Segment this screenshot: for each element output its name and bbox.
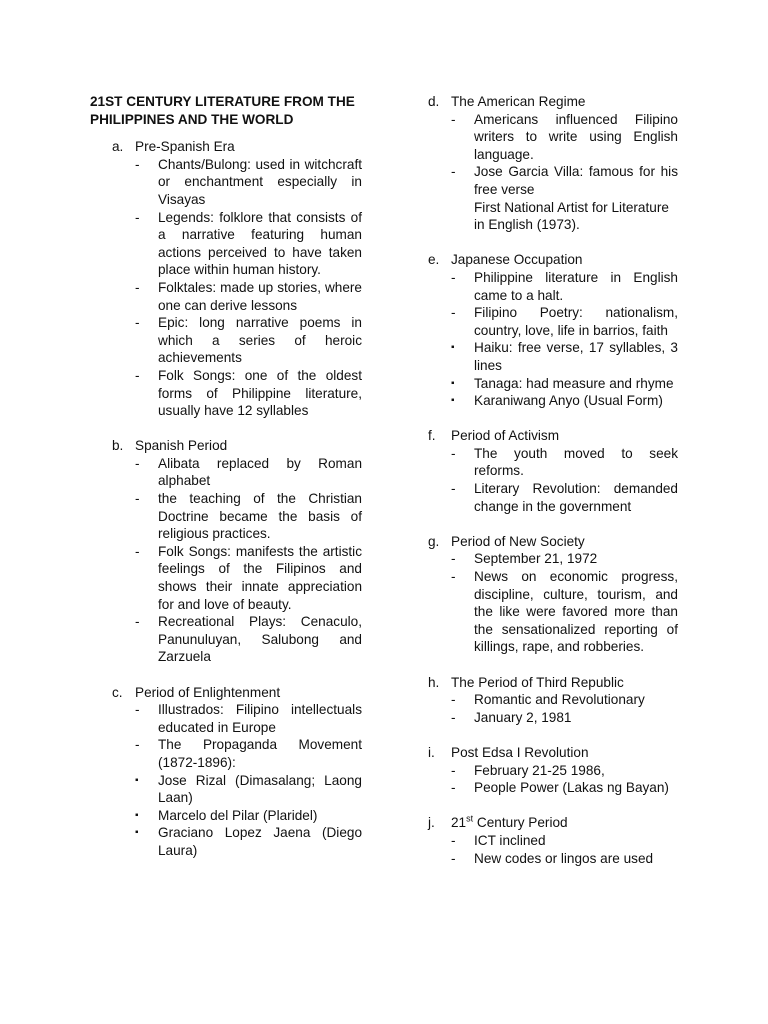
item-text-main: Tanaga: had measure and rhyme	[474, 375, 674, 391]
item-list	[112, 156, 362, 420]
list-item	[135, 613, 362, 666]
dash-marker: -	[451, 832, 456, 848]
item-text	[158, 314, 362, 367]
item-text-main: The youth moved to seek reforms.	[474, 445, 678, 479]
item-text	[158, 543, 362, 613]
list-item	[135, 543, 362, 613]
section-h	[428, 674, 678, 727]
list-item	[135, 807, 362, 825]
right-column	[428, 93, 678, 885]
dash-marker: -	[135, 491, 140, 507]
item-text	[158, 455, 362, 490]
item-text	[158, 701, 362, 736]
section-heading	[428, 674, 678, 692]
section-heading	[428, 814, 678, 832]
item-text-main: Legends: folklore that consists of a narrative featuring human actions perceived to have taken place within human history.	[158, 209, 362, 278]
item-text-main: Marcelo del Pilar (Plaridel)	[158, 807, 318, 823]
list-item	[451, 691, 678, 709]
dash-marker: -	[135, 455, 140, 471]
item-text-main: Jose Garcia Villa: famous for his free verse	[474, 164, 678, 197]
dash-marker: -	[135, 209, 140, 225]
section-heading	[112, 684, 362, 702]
section-letter: e.	[428, 252, 440, 268]
item-list	[428, 269, 678, 410]
heading-ordinal-suffix: st	[466, 813, 474, 824]
item-text	[158, 736, 362, 771]
section-c	[90, 684, 362, 860]
item-text-main: Romantic and Revolutionary	[474, 692, 645, 708]
section-b	[90, 437, 362, 666]
item-list	[428, 445, 678, 515]
section-title: Period of Enlightenment	[135, 684, 281, 700]
dash-marker: -	[451, 709, 456, 725]
item-text	[474, 339, 678, 374]
section-heading	[112, 138, 362, 156]
heading-number: 21	[451, 815, 467, 831]
item-list	[428, 762, 678, 797]
section-heading	[428, 427, 678, 445]
section-letter: g.	[428, 533, 440, 549]
item-text-main: New codes or lingos are used	[474, 850, 654, 866]
item-text-main: Alibata replaced by Roman alphabet	[158, 455, 362, 489]
list-item	[451, 832, 678, 850]
item-text-main: Epic: long narrative poems in which a series of heroic achievements	[158, 315, 362, 366]
section-j	[428, 814, 678, 867]
section-g	[428, 533, 678, 656]
item-text	[158, 824, 362, 859]
section-title: Period of Activism	[451, 428, 560, 444]
square-bullet-icon: ▪	[135, 809, 139, 821]
dash-marker: -	[135, 367, 140, 383]
item-text	[474, 392, 678, 410]
list-item	[451, 709, 678, 727]
section-letter: h.	[428, 674, 440, 690]
item-text	[474, 779, 678, 797]
item-text	[158, 772, 362, 807]
list-item	[135, 279, 362, 314]
section-title: Japanese Occupation	[451, 252, 583, 268]
item-text	[474, 850, 678, 868]
list-item	[451, 163, 678, 233]
list-item	[451, 304, 678, 339]
dash-marker: -	[451, 305, 456, 321]
list-item	[135, 490, 362, 543]
item-text-main: Americans influenced Filipino writers to write using English language.	[474, 111, 678, 162]
document-title: 21ST CENTURY LITERATURE FROM THE PHILIPPINES AND THE WORLD	[90, 94, 355, 127]
list-item	[451, 445, 678, 480]
item-text	[474, 111, 678, 164]
list-item	[135, 701, 362, 736]
item-text	[474, 568, 678, 656]
list-item	[451, 269, 678, 304]
square-bullet-icon: ▪	[135, 827, 139, 839]
item-text-main: ICT inclined	[474, 832, 546, 848]
dash-marker: -	[135, 702, 140, 718]
list-item	[451, 762, 678, 780]
dash-marker: -	[451, 569, 456, 585]
square-bullet-icon: ▪	[135, 774, 139, 786]
section-heading	[428, 744, 678, 762]
item-text	[158, 156, 362, 209]
dash-marker: -	[135, 156, 140, 172]
item-text	[474, 550, 678, 568]
section-title: Post Edsa I Revolution	[451, 744, 589, 760]
item-text-main: Karaniwang Anyo (Usual Form)	[474, 393, 663, 409]
dash-marker: -	[451, 780, 456, 796]
section-title: Spanish Period	[135, 438, 228, 454]
section-letter: f.	[428, 428, 436, 444]
item-text-main: September 21, 1972	[474, 551, 598, 567]
item-text-main: Jose Rizal (Dimasalang; Laong Laan)	[158, 772, 362, 806]
dash-marker: -	[451, 692, 456, 708]
list-item	[451, 480, 678, 515]
item-text-main: The Propaganda Movement (1872-1896):	[158, 737, 362, 770]
square-bullet-icon: ▪	[451, 342, 455, 354]
section-title: The American Regime	[451, 94, 586, 109]
list-item	[451, 550, 678, 568]
item-text-extra: First National Artist for Literature in English (1973).	[474, 199, 669, 233]
section-heading	[428, 93, 678, 111]
list-item	[135, 156, 362, 209]
section-letter: i.	[428, 744, 435, 760]
dash-marker: -	[451, 551, 456, 567]
list-item	[451, 392, 678, 410]
list-item	[135, 455, 362, 490]
section-heading	[428, 533, 678, 551]
item-list	[428, 832, 678, 867]
section-title	[451, 814, 568, 832]
dash-marker: -	[451, 164, 456, 180]
section-title: Pre-Spanish Era	[135, 139, 235, 155]
list-item	[451, 850, 678, 868]
item-text-main: January 2, 1981	[474, 709, 572, 725]
list-item	[135, 736, 362, 771]
list-item	[451, 375, 678, 393]
dash-marker: -	[451, 481, 456, 497]
square-bullet-icon: ▪	[451, 395, 455, 407]
item-text-main: February 21-25 1986,	[474, 762, 605, 778]
list-item	[451, 111, 678, 164]
section-title: The Period of Third Republic	[451, 674, 624, 690]
section-title: Period of New Society	[451, 533, 585, 549]
dash-marker: -	[451, 445, 456, 461]
item-text	[474, 691, 678, 709]
item-text-main: Graciano Lopez Jaena (Diego Laura)	[158, 825, 362, 858]
dash-marker: -	[135, 737, 140, 753]
item-text	[474, 269, 678, 304]
item-text-main: Folk Songs: one of the oldest forms of Philippine literature, usually have 12 syllables	[158, 367, 362, 419]
dash-marker: -	[451, 762, 456, 778]
item-text	[158, 279, 362, 314]
item-list	[112, 455, 362, 666]
list-item	[135, 824, 362, 859]
section-letter: d.	[428, 94, 440, 109]
item-text-main: Folk Songs: manifests the artistic feelings of the Filipinos and shows their innate appreciation for and love of beauty.	[158, 543, 362, 612]
item-list	[428, 691, 678, 726]
item-text	[474, 445, 678, 480]
square-bullet-icon: ▪	[451, 377, 455, 389]
dash-marker: -	[135, 315, 140, 331]
dash-marker: -	[451, 111, 456, 127]
list-item	[451, 339, 678, 374]
dash-marker: -	[135, 543, 140, 559]
item-text-main: Folktales: made up stories, where one can derive lessons	[158, 279, 362, 313]
item-list	[428, 550, 678, 656]
item-text	[158, 807, 362, 825]
list-item	[451, 568, 678, 656]
item-text	[158, 367, 362, 420]
section-heading	[112, 437, 362, 455]
item-text	[158, 490, 362, 543]
item-text	[474, 762, 678, 780]
section-letter: a.	[112, 139, 124, 155]
item-text	[474, 375, 678, 393]
section-letter: c.	[112, 684, 123, 700]
section-a	[90, 138, 362, 420]
dash-marker: -	[135, 614, 140, 630]
section-letter: j.	[428, 815, 435, 831]
item-list	[112, 701, 362, 859]
item-text-main: Illustrados: Filipino intellectuals educated in Europe	[158, 702, 362, 735]
heading-rest: Century Period	[473, 815, 568, 831]
dash-marker: -	[451, 269, 456, 285]
dash-marker: -	[135, 279, 140, 295]
item-text-main: Literary Revolution: demanded change in the government	[474, 481, 678, 514]
section-f	[428, 427, 678, 515]
item-text-main: Philippine literature in English came to a halt.	[474, 269, 678, 303]
item-text-main: Chants/Bulong: used in witchcraft or enchantment especially in Visayas	[158, 156, 362, 207]
item-text-main: People Power (Lakas ng Bayan)	[474, 780, 669, 796]
section-i	[428, 744, 678, 797]
list-item	[135, 772, 362, 807]
item-text	[474, 832, 678, 850]
item-text-main: Recreational Plays: Cenaculo, Panunuluyan, Salubong and Zarzuela	[158, 614, 362, 665]
list-item	[135, 314, 362, 367]
item-text	[474, 709, 678, 727]
item-text	[474, 304, 678, 339]
section-d	[428, 93, 678, 234]
right-sections	[428, 93, 678, 867]
item-text-main: News on economic progress, discipline, culture, tourism, and the like were favored more than the sensationalized reporting of killings, rape, and robberies.	[474, 569, 678, 655]
left-sections	[90, 138, 362, 859]
section-heading	[428, 251, 678, 269]
section-e	[428, 251, 678, 409]
item-text-main: Haiku: free verse, 17 syllables, 3 lines	[474, 340, 678, 373]
item-list	[428, 111, 678, 234]
dash-marker: -	[451, 850, 456, 866]
left-column	[90, 93, 362, 877]
item-text	[158, 209, 362, 279]
list-item	[451, 779, 678, 797]
section-letter: b.	[112, 438, 124, 454]
item-text	[474, 480, 678, 515]
list-item	[135, 209, 362, 279]
list-item	[135, 367, 362, 420]
item-text-main: the teaching of the Christian Doctrine became the basis of religious practices.	[158, 491, 362, 542]
item-text-main: Filipino Poetry: nationalism, country, love, life in barrios, faith	[474, 305, 678, 338]
item-text	[158, 613, 362, 666]
item-text	[474, 163, 678, 233]
